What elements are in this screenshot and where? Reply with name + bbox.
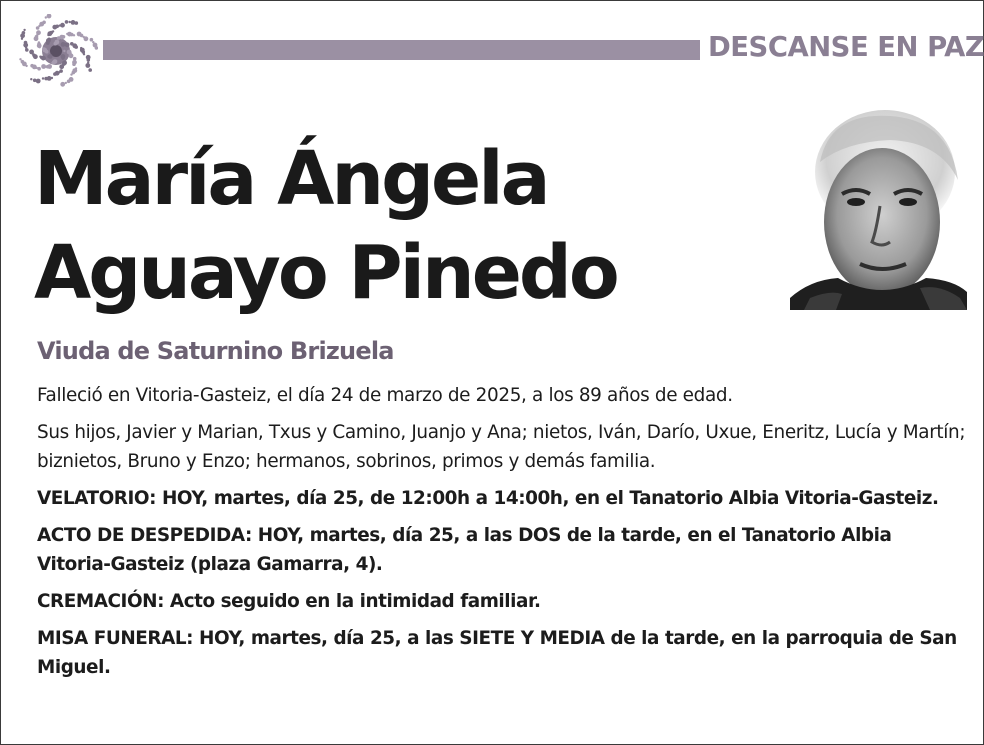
family-list: Sus hijos, Javier y Marian, Txus y Camino, Juanjo y Ana; nietos, Iván, Darío, Uxue, Eneritz, Lucía y Martín; biznietos, Bruno y Enzo; hermanos, sobrinos, primos y demás familia. xyxy=(37,422,966,472)
widow-subtitle: Viuda de Saturnino Brizuela xyxy=(37,337,394,365)
death-statement: Falleció en Vitoria-Gasteiz, el día 24 de marzo de 2025, a los 89 años de edad. xyxy=(37,385,733,406)
misa-info: MISA FUNERAL: HOY, martes, día 25, a las SIETE Y MEDIA de la tarde, en la parroquia de San Miguel. xyxy=(37,628,957,678)
cremacion-info: CREMACIÓN: Acto seguido en la intimidad familiar. xyxy=(37,591,541,612)
lavender-flower-icon xyxy=(14,14,98,88)
name-line-1: María Ángela xyxy=(34,136,548,222)
name-line-2: Aguayo Pinedo xyxy=(34,230,617,316)
notice-body xyxy=(37,381,969,690)
deceased-name xyxy=(34,132,617,320)
velatorio-info: VELATORIO: HOY, martes, día 25, de 12:00h a 14:00h, en el Tanatorio Albia Vitoria-Gasteiz. xyxy=(37,488,939,509)
despedida-info: ACTO DE DESPEDIDA: HOY, martes, día 25, a las DOS de la tarde, en el Tanatorio Albia Vitoria-Gasteiz (plaza Gamarra, 4). xyxy=(37,525,892,575)
header-bar xyxy=(103,40,700,60)
header-label: DESCANSE EN PAZ xyxy=(708,30,984,63)
portrait-photo xyxy=(790,102,967,310)
